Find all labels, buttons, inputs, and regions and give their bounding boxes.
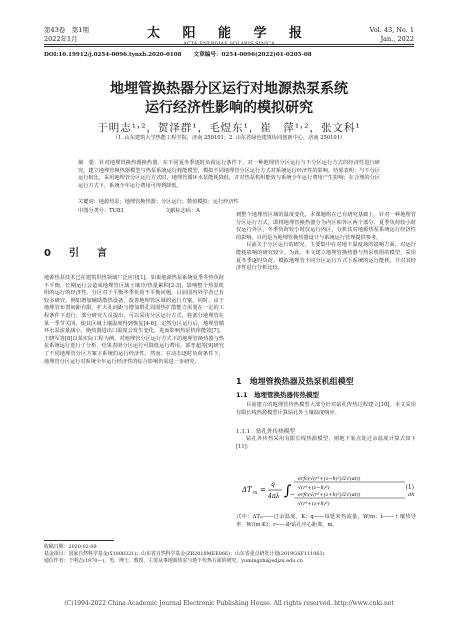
svg-text:√(r²+(z−h)²): √(r²+(z−h)²) bbox=[298, 485, 330, 491]
section-1-1-heading: 1.1 地埋管换热器传热模型 bbox=[236, 391, 320, 399]
footnote-rule bbox=[44, 540, 114, 541]
fund-info: 基金项目：国家自然科学基金(51808321)；山东省自然科学基金(ZR2019MEE066)；山东省重点研发计划(2019GSF111063) bbox=[44, 551, 325, 557]
header-date: 2022年1月 bbox=[44, 35, 78, 43]
received-date: 收稿日期：2020-02-09 bbox=[44, 544, 97, 550]
doi-line bbox=[44, 50, 322, 58]
header-rule-2 bbox=[44, 46, 414, 47]
section-1-heading: 1 地埋管换热器及热泵机组模型 bbox=[236, 377, 354, 386]
equation-symbols: 式中：ΔTₘ——过余温度，K；q——每延米热流量，W/m；λ——土壤热导率，W/(m·K)；r——距钻孔中心距离，m。 bbox=[236, 514, 416, 528]
section-1-1-1-heading: 1.1.1 钻孔外传热模型 bbox=[236, 429, 295, 435]
copyright-watermark: (C)1994-2022 China Academic Journal Electronic Publishing House. All rights reserved. http://www.cnki.net bbox=[64, 600, 394, 607]
header-date-en: Jan., 2022 bbox=[380, 35, 414, 43]
svg-text:m: m bbox=[253, 491, 258, 496]
header-rule bbox=[44, 44, 414, 45]
intro-left-column: 地源热泵技术已在建筑供热领域广泛应用[1]。如果地源热泵系统夏季冬热负荷不平衡，长期运行会造成地埋管区域土壤冷/热量累积[2-3]，影响整个热泵机组的运行的经济性。分区对于平衡冬季负荷不平衡问题，目前国内外学者已有较多研究，例如增加辅助散热设备，改善地埋管区域的运行方案。同时，由于地埋管布置间距有限，扩大孔间距与增加群孔周围热扩散能力需要在一定的工程条件下进行，部分研究人员提出，可以采用分区运行方式，将部分地埋管在某一季节关闭，使其区域土壤温度得到恢复[4-6]。定然分区运行后，地埋管循环水泵流量减小，换热器进出口温度会发生变化，进而影响热泵机组能效[7]。王晓军等[8]以某实际工程为例，对地埋管分区运行方式下的地埋管换热器与热泵系统运行进行了分析，结果表明分区运行可降低运行费用。郭孝超等[9]研究了不同地埋管分区方案下系统的运行经济性。然而，在动态逐时负荷条件下，地埋管分区运行对系统全年运行经济性的综合影响仍需进一步研究。 bbox=[44, 275, 224, 365]
svg-text:√(r²+(z+h)²): √(r²+(z+h)²) bbox=[298, 501, 330, 507]
svg-text:erfc(√(r²+(z−h)²)/2√(at)): erfc(√(r²+(z−h)²)/2√(at)) bbox=[298, 476, 361, 482]
equation-1 bbox=[240, 470, 416, 510]
svg-text:ΔT: ΔT bbox=[242, 486, 252, 494]
title-line-1: 地埋管换热器分区运行对地源热泵系统 bbox=[110, 81, 348, 97]
svg-text:=: = bbox=[260, 486, 266, 494]
title-line-2: 运行经济性影响的模拟研究 bbox=[145, 100, 313, 116]
keywords: 关键词：地源热泵；地埋管换热器；分区运行；数值模拟；运行经济性 bbox=[78, 199, 239, 205]
intro-right-column bbox=[236, 212, 416, 273]
svg-text:erfc(√(r²+(z+h)²)/2√(at)): erfc(√(r²+(z+h)²)/2√(at)) bbox=[298, 492, 361, 498]
doi[interactable]: DOI:10.19912/j.0254-0096.tynxb.2020-0108 bbox=[44, 52, 182, 58]
author-bio: 通信作者：于明志(1970—)，男，博士，教授，主要从事地源热泵与地下传热方面的研究。yumingzhi@sdjzu.edu.cn bbox=[44, 558, 303, 564]
article-number: 文章编号：0254-0096(2022)01-0205-08 bbox=[193, 52, 312, 58]
equation-number: (1) bbox=[405, 484, 414, 491]
svg-text:4πλ: 4πλ bbox=[268, 493, 280, 500]
header-volume-en-line: Vol. 43, No. 1 bbox=[369, 26, 414, 34]
header-volume-en bbox=[370, 26, 414, 44]
journal-title-cn: 太 阳 能 学 报 bbox=[146, 26, 312, 41]
svg-text:dh: dh bbox=[408, 492, 415, 498]
svg-text:∫: ∫ bbox=[284, 483, 292, 499]
section-1-1-text: 目前建立的地埋管传热模型大部分针对钻孔传热过程建立[10]，本文采用有限长线热源模型计算钻孔外土壤温度响应。 bbox=[236, 402, 416, 416]
intro-right-paragraph-1: 到整个地埋管区域的温度变化。本课题组在已有研究基础上，针对一种地埋管分区运行方式，即将地埋管换热器分为内区和外区两个部分，夏季负荷较小时仅运行外区，冬季负荷较小时仅运行内区，分析其对地源热泵系统运行经济性的影响。目的是为地埋管换热器设计与系统运行管理提供参考。 bbox=[236, 212, 416, 241]
section-1-1-1-text: 钻孔外传热采用有限长线热源模型，则地下某点处过余温度计算式如下[11]： bbox=[236, 436, 416, 450]
footnotes bbox=[44, 544, 416, 565]
abstract: 摘 要：针对地埋管换热器换热器，在不同夏冬季逐时负荷运行条件下，对一种地埋管分区运行与不分区运行方式的经济性进行研究。建立地埋管换热器模型与热泵系统运行耗能模型，模拟不同地埋管分区运行方式对系统运行经济性的影响。结果表明：与不分区运行相比，采用地埋管分区运行方式时，地埋管循环水泵能耗降低，并对热泵机组能效与系统全年运行费用产生影响；在合理的分区运行方式下，系统全年运行费用可得到降低。 bbox=[78, 160, 380, 189]
paper-title bbox=[0, 80, 458, 118]
authors: 于明志¹˒²，贺泽群¹，毛煜东¹，崔 萍¹˒²，张文科¹ bbox=[97, 122, 361, 134]
journal-title-en: ACTA ENERGIAE SOLARIS SINICA bbox=[183, 42, 275, 47]
section-introduction-heading: 0 引 言 bbox=[44, 248, 111, 259]
svg-text:−: − bbox=[290, 491, 296, 498]
classification-code: 中图分类号：TU83 文献标志码：A bbox=[78, 208, 200, 214]
affiliation: （1. 山东建筑大学热能工程学院，济南 250101；2. 山东省绿色建筑协同创新中心，济南 250101） bbox=[112, 135, 346, 141]
svg-text:q: q bbox=[271, 481, 275, 488]
intro-right-paragraph-2: 目前关于分区运行的研究，主要集中在对地下温度场的影响方面，对运行能耗影响的研究较少。为此，本文建立地埋管换热器与热泵机组的模型，采用夏冬季逐时负荷，模拟地埋管不同分区运行方式下系统的运行能耗，并对其经济性进行分析比较。 bbox=[236, 242, 416, 272]
header-volume: 第43卷 第1期 bbox=[44, 26, 89, 34]
